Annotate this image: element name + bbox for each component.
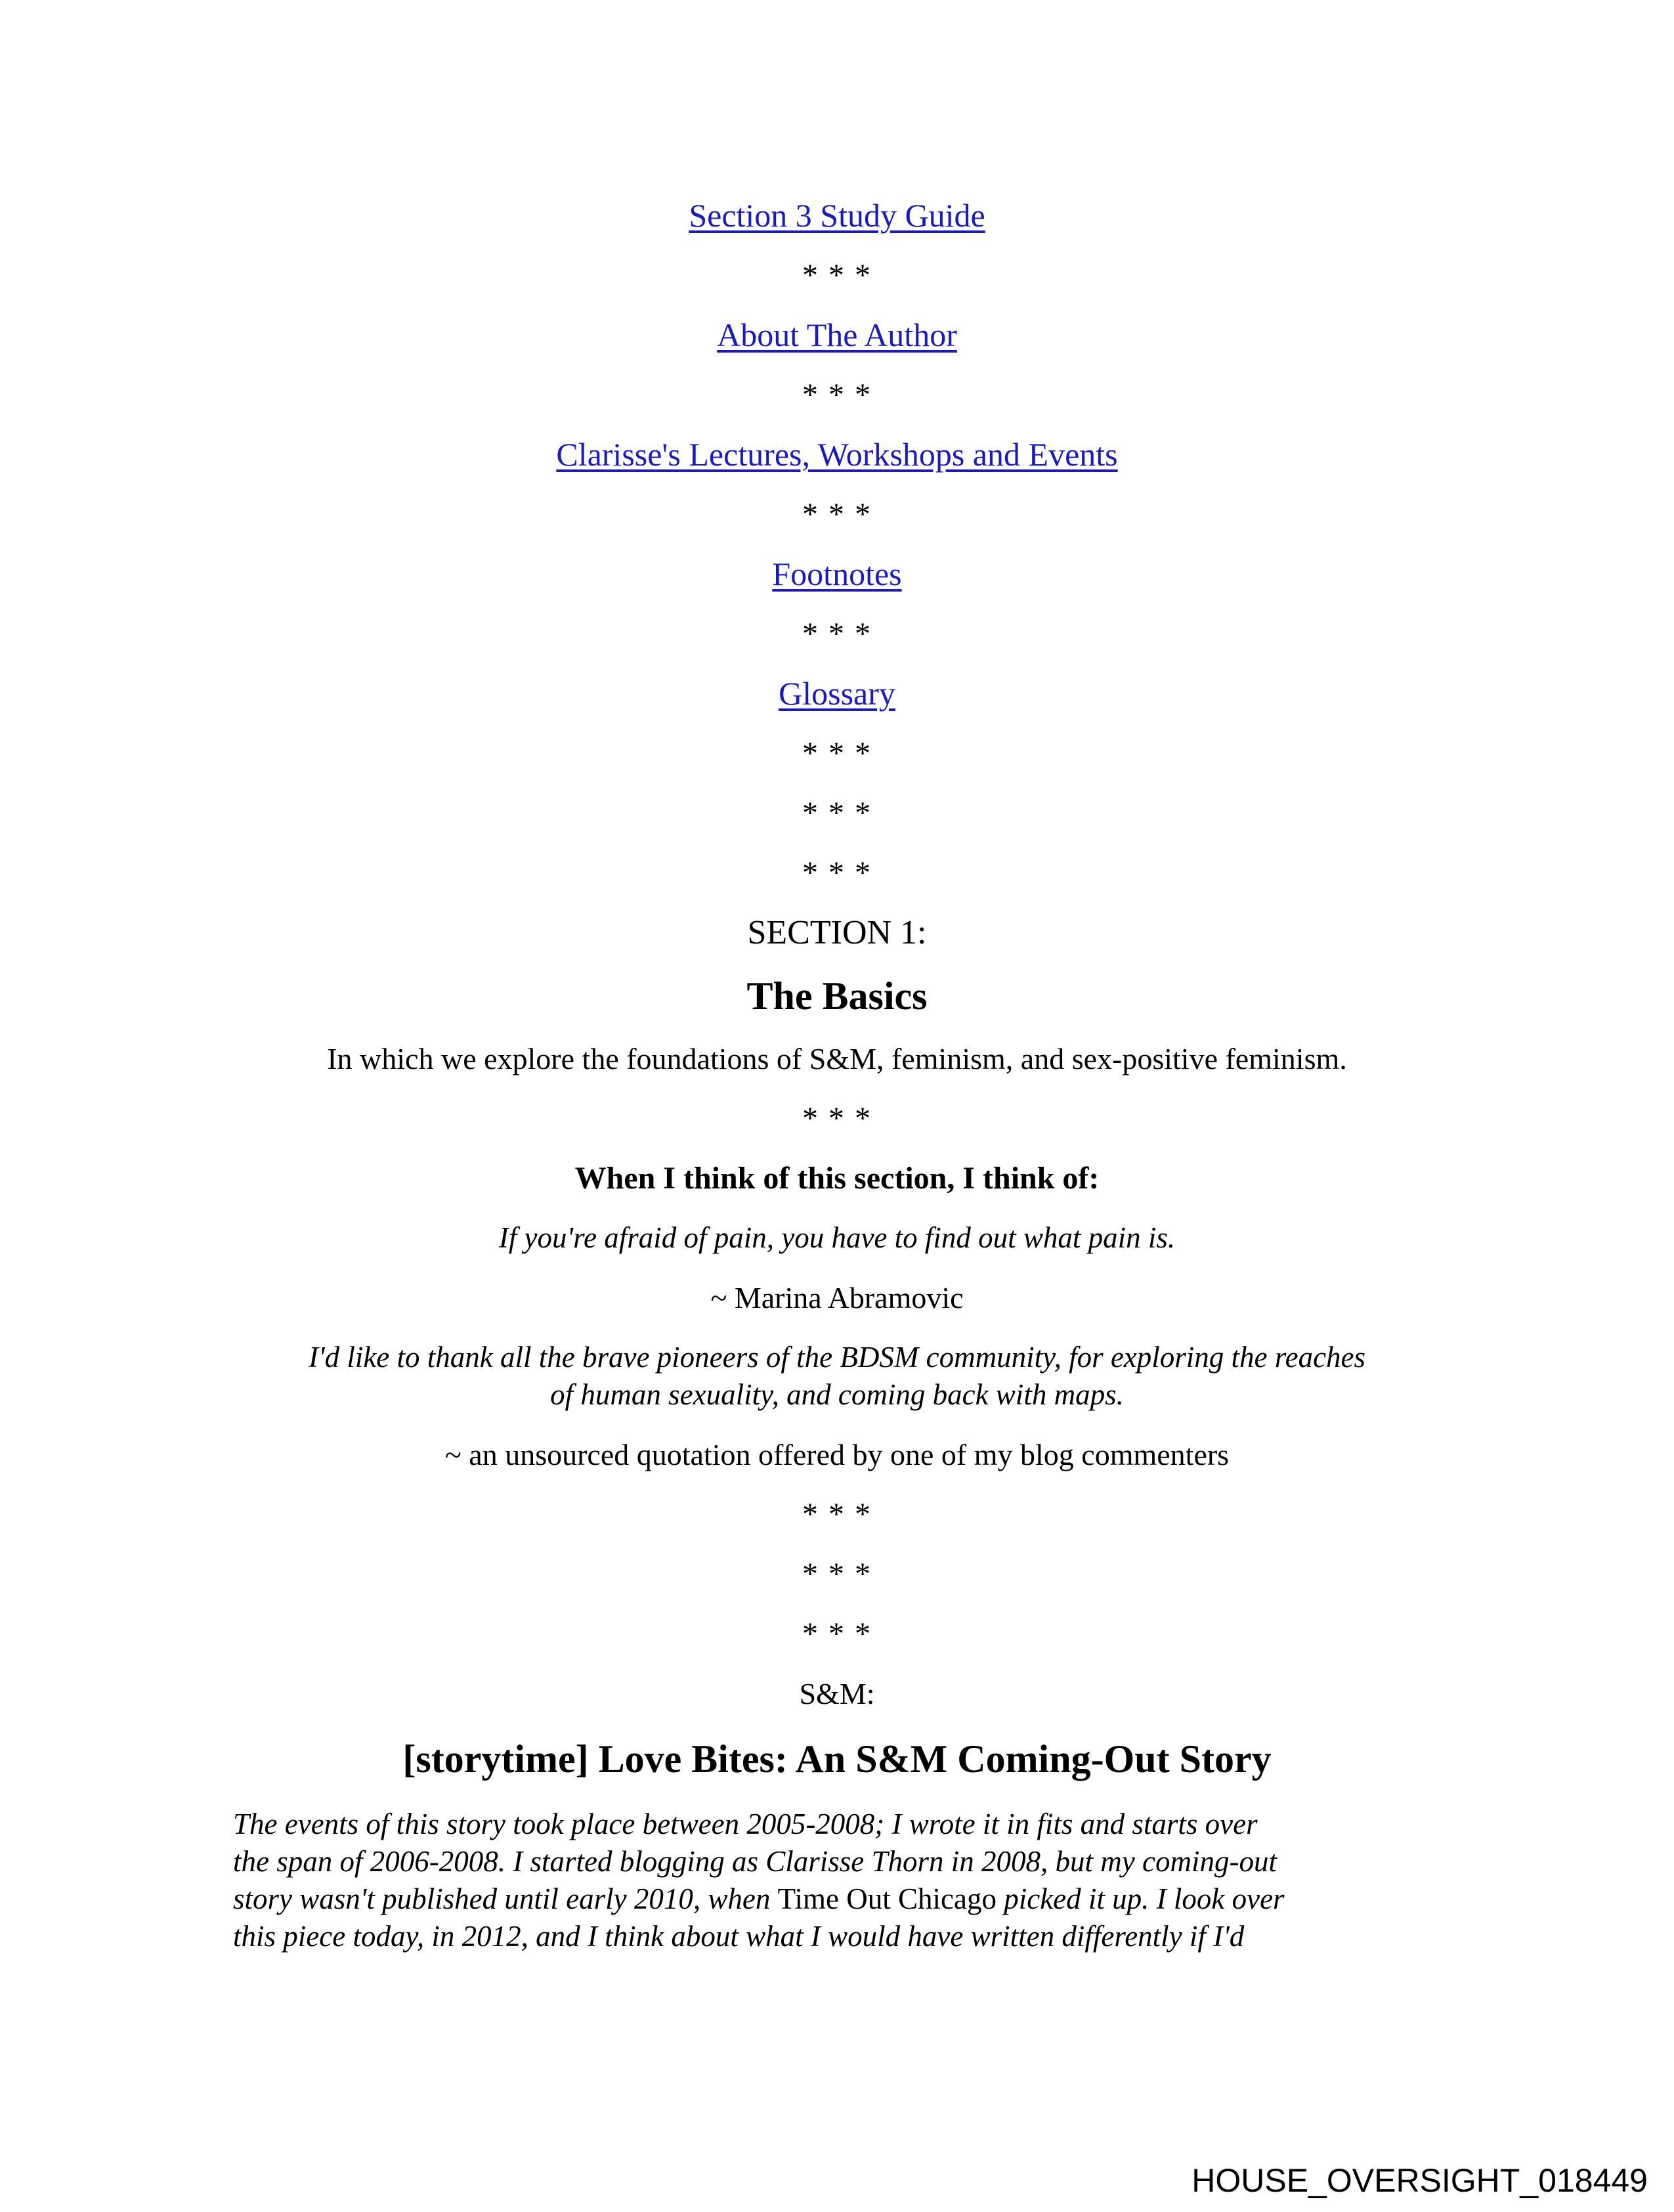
link-glossary[interactable] <box>233 675 1441 712</box>
label-sm <box>233 1675 1441 1712</box>
separator-asterisks <box>233 794 1441 832</box>
bates-number: HOUSE_OVERSIGHT_018449 <box>1191 2162 1648 2199</box>
separator-asterisks <box>233 1615 1441 1653</box>
text-segment: * * * <box>802 796 872 831</box>
text-segment: Glossary <box>779 675 895 712</box>
text-segment: Section 3 Study Guide <box>689 197 985 234</box>
text-segment: ~ Marina Abramovic <box>710 1281 964 1314</box>
heading-when-i-think <box>233 1160 1441 1197</box>
separator-asterisks <box>233 615 1441 653</box>
heading-the-basics <box>233 974 1441 1018</box>
text-segment: * * * <box>802 378 872 412</box>
text-segment: SECTION 1: <box>747 914 927 951</box>
separator-asterisks <box>233 257 1441 294</box>
text-segment: story wasn't published until early 2010, when <box>233 1882 778 1915</box>
text-segment: I'd like to thank all the brave pioneers of the BDSM community, for exploring the reaches <box>308 1341 1366 1374</box>
text-segment: * * * <box>802 497 872 532</box>
text-segment: The events of this story took place between 2005-2008; I wrote it in fits and starts over <box>233 1808 1258 1840</box>
text-segment: of human sexuality, and coming back with maps. <box>550 1378 1124 1411</box>
text-segment: * * * <box>802 1497 872 1532</box>
quote-marina-abramovic <box>233 1219 1441 1257</box>
text-segment: * * * <box>802 1101 872 1136</box>
section-intro <box>233 1040 1441 1077</box>
text-segment: * * * <box>802 1557 872 1592</box>
attribution-marina-abramovic <box>233 1279 1441 1316</box>
paragraph-story-intro <box>233 1806 1441 1955</box>
text-segment: * * * <box>802 1616 872 1651</box>
text-segment: When I think of this section, I think of: <box>574 1161 1100 1196</box>
link-footnotes[interactable] <box>233 555 1441 593</box>
separator-asterisks <box>233 854 1441 892</box>
text-segment: * * * <box>802 258 872 293</box>
text-segment: the span of 2006-2008. I started blogging as Clarisse Thorn in 2008, but my coming-out <box>233 1845 1277 1878</box>
attribution-blog-commenter <box>233 1436 1441 1473</box>
heading-section-1 <box>233 914 1441 952</box>
text-segment: About The Author <box>717 316 957 353</box>
separator-asterisks <box>233 1555 1441 1593</box>
text-segment: If you're afraid of pain, you have to find out what pain is. <box>498 1221 1176 1254</box>
text-segment: Clarisse's Lectures, Workshops and Events <box>556 436 1118 473</box>
text-segment: Footnotes <box>772 555 902 592</box>
link-about-the-author[interactable] <box>233 316 1441 354</box>
text-segment: S&M: <box>799 1677 875 1710</box>
heading-storytime-love-bites <box>233 1735 1441 1783</box>
text-segment: ~ an unsourced quotation offered by one of my blog commenters <box>444 1438 1230 1471</box>
separator-asterisks <box>233 376 1441 414</box>
text-segment: picked it up. I look over <box>996 1882 1285 1915</box>
page-content <box>233 0 1441 1955</box>
link-section-3-study-guide[interactable] <box>233 197 1441 234</box>
link-clarisses-lectures-workshops-events[interactable] <box>233 436 1441 473</box>
text-segment: * * * <box>802 856 872 890</box>
text-segment: this piece today, in 2012, and I think about what I would have written differently if I'd <box>233 1920 1245 1953</box>
text-segment: * * * <box>802 617 872 651</box>
publication-name: Time Out Chicago <box>777 1882 997 1915</box>
separator-asterisks <box>233 1100 1441 1137</box>
separator-asterisks <box>233 735 1441 772</box>
quote-bdsm-pioneers <box>233 1339 1441 1414</box>
separator-asterisks <box>233 496 1441 533</box>
text-segment: * * * <box>802 736 872 771</box>
text-segment: In which we explore the foundations of S&M, feminism, and sex-positive feminism. <box>327 1042 1347 1075</box>
separator-asterisks <box>233 1496 1441 1533</box>
text-segment: [storytime] Love Bites: An S&M Coming-Out Story <box>402 1737 1272 1781</box>
text-segment: The Basics <box>746 974 928 1018</box>
